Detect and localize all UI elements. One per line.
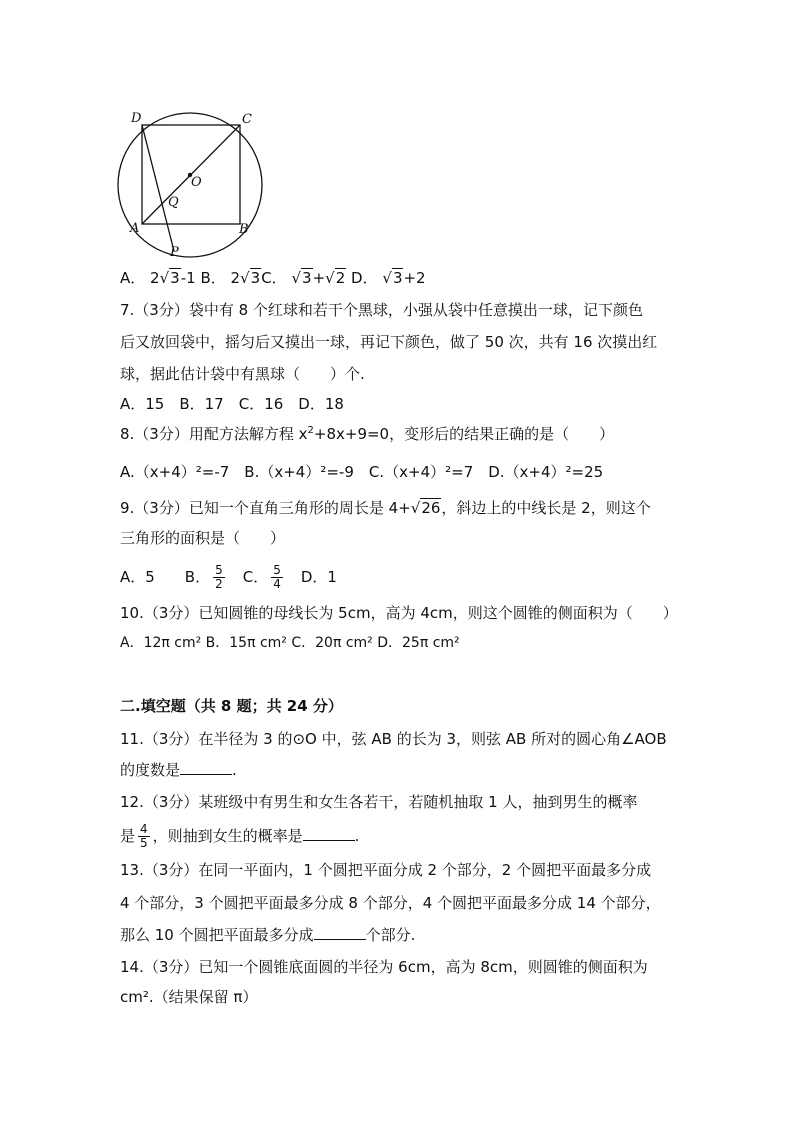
q12-line2: 是 $\frac{4}{5}$ ，则抽到女生的概率是 . xyxy=(120,822,360,850)
segment-dp xyxy=(142,125,174,251)
sqrt: √3 xyxy=(240,269,261,287)
q8-stem: 8.（3分）用配方法解方程 $x^2+8x+9=0$，变形后的结果正确的是（ ） xyxy=(120,425,615,443)
q10-stem: 10.（3分）已知圆锥的母线长为 5cm，高为 4cm，则这个圆锥的侧面积为（ ） xyxy=(120,604,678,622)
q13-line3: 那么 10 个圆把平面最多分成 个部分. xyxy=(120,926,416,944)
fraction: $\frac{4}{5}$ xyxy=(140,822,148,850)
q14-line1: 14.（3分）已知一个圆锥底面圆的半径为 6cm，高为 8cm，则圆锥的侧面积为 xyxy=(120,958,648,976)
answer-blank[interactable] xyxy=(303,826,355,841)
q7-line1: 7.（3分）袋中有 8 个红球和若干个黑球，小强从袋中任意摸出一球，记下颜色 xyxy=(120,301,643,319)
sqrt: √26 xyxy=(410,499,441,517)
q11-line2: 的度数是 . xyxy=(120,761,237,779)
fraction: $\frac{5}{4}$ xyxy=(273,563,281,591)
q14-line2: cm².（结果保留 π） xyxy=(120,988,258,1006)
q7-line3: 球，据此估计袋中有黑球（ ）个. xyxy=(120,365,365,383)
q9-line2: 三角形的面积是（ ） xyxy=(120,529,286,547)
q6-options: A． 2√3-1 B． 2√3C． √3+√2 D． √3+2 xyxy=(120,269,426,287)
q11-line1: 11.（3分）在半径为 3 的⊙O 中，弦 AB 的长为 3，则弦 AB 所对的圆心角∠AOB xyxy=(120,730,667,748)
sqrt: √3 xyxy=(382,269,403,287)
label-a: A xyxy=(130,221,140,236)
circle-square-figure xyxy=(115,105,275,265)
sqrt: √3 xyxy=(291,269,312,287)
label-p: P xyxy=(170,245,179,260)
q9-options: A．5 B． $\frac{5}{2}$ C． $\frac{5}{4}$ D．1 xyxy=(120,563,337,591)
q13-line2: 4 个部分，3 个圆把平面最多分成 8 个部分，4 个圆把平面最多分成 14 个部分， xyxy=(120,894,661,912)
label-b: B xyxy=(239,222,249,237)
q8-options: A.（x+4）²=-7 B.（x+4）²=-9 C.（x+4）²=7 D.（x+4）²=25 xyxy=(120,463,604,481)
label-o: O xyxy=(191,175,202,190)
sqrt: √3 xyxy=(159,269,180,287)
q7-options: A．15 B．17 C．16 D．18 xyxy=(120,395,344,413)
sqrt: √2 xyxy=(325,269,346,287)
q13-line1: 13.（3分）在同一平面内，1 个圆把平面分成 2 个部分，2 个圆把平面最多分成 xyxy=(120,861,652,879)
q7-line2: 后又放回袋中，摇匀后又摸出一球，再记下颜色，做了 50 次，共有 16 次摸出红 xyxy=(120,333,658,351)
answer-blank[interactable] xyxy=(180,760,232,775)
answer-blank[interactable] xyxy=(314,925,366,940)
q9-stem: 9.（3分）已知一个直角三角形的周长是 4+√26，斜边上的中线长是 2，则这个 xyxy=(120,499,651,517)
q10-options: A．12π cm² B．15π cm² C．20π cm² D．25π cm² xyxy=(120,635,460,651)
label-c: C xyxy=(242,112,252,127)
label-d: D xyxy=(131,111,142,126)
section-title: 二.填空题（共 8 题；共 24 分） xyxy=(120,697,343,715)
q12-line1: 12.（3分）某班级中有男生和女生各若干，若随机抽取 1 人，抽到男生的概率 xyxy=(120,793,638,811)
label-q: Q xyxy=(168,195,179,210)
fraction: $\frac{5}{2}$ xyxy=(215,563,223,591)
